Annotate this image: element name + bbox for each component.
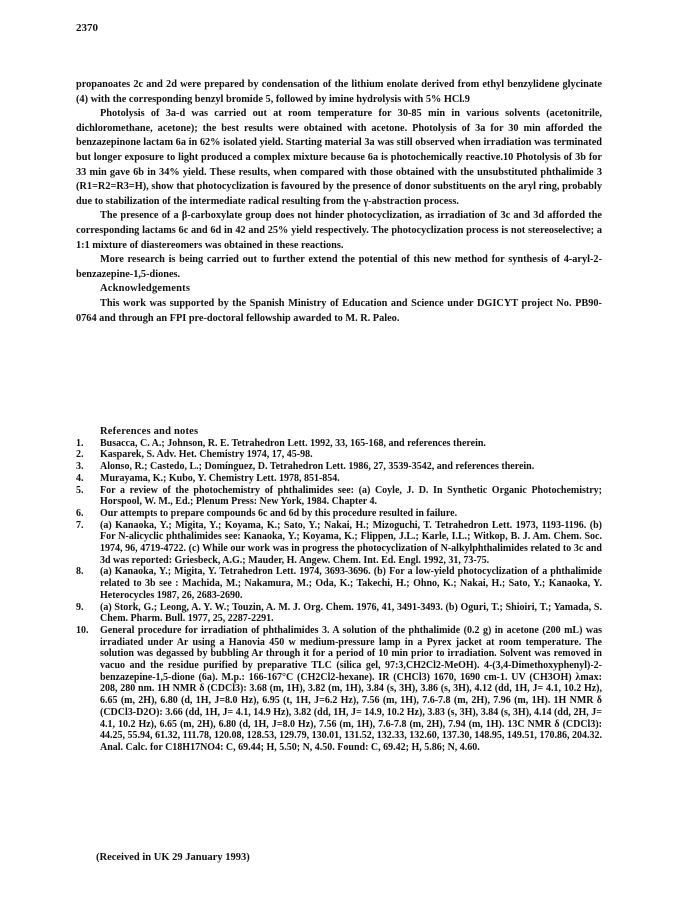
article-body: [76, 78, 602, 326]
reference-number: 7.: [76, 519, 84, 531]
acknowledgements-heading: Acknowledgements: [100, 283, 191, 295]
reference-number: 9.: [76, 601, 84, 613]
reference-number: 3.: [76, 461, 84, 473]
reference-number: 6.: [76, 507, 84, 519]
references-heading: References and notes: [100, 426, 199, 437]
reference-item: [76, 473, 602, 485]
reference-number: 8.: [76, 566, 84, 578]
reference-number: 10.: [76, 624, 89, 636]
reference-text: Alonso, R.; Castedo, L.; Domínguez, D. Tetrahedron Lett. 1986, 27, 3539-3542, and references therein.: [100, 461, 535, 473]
acknowledgements-text: This work was supported by the Spanish Ministry of Education and Science under DGICYT project No. PB90-0764 and through an FPI pre-doctoral fellowship awarded to M. R. Paleo.: [76, 297, 602, 324]
reference-number: 5.: [76, 484, 84, 496]
reference-text: Busacca, C. A.; Johnson, R. E. Tetrahedron Lett. 1992, 33, 165-168, and references therein.: [100, 437, 486, 449]
body-paragraph: The presence of a β-carboxylate group does not hinder photocyclization, as irradiation of 3c and 3d afforded the corresponding lactams 6c and 6d in 42 and 25% yield respectively. The photocyclization process is not stereoselective; a 1:1 mixture of diastereomers was obtained in these reactions.: [76, 210, 602, 251]
reference-text: General procedure for irradiation of phthalimides 3. A solution of the phthalimide (0.2 g) in acetone (200 mL) was irradiated under Ar using a Hanovia 450 w medium-pressure lamp in a Pyrex jacket at room temperature. The solution was degassed by bubbling Ar through it for a period of 10 min prior to irradiation. Solvent was removed in vacuo and the residue purified by preparative TLC (silica gel, 97:3,CH2Cl2-MeOH). 4-(3,4-Dimethoxyphenyl)-2-benzazepine-1,5-dione (6a). M.p.: 166-167°C (CH2Cl2-hexane). IR (CHCl3) 1670, 1690 cm-1. UV (CH3OH) λmax: 208, 280 nm. 1H NMR δ (CDCl3): 3.68 (m, 1H), 3.82 (m, 1H), 3.84 (s, 3H), 3.86 (s, 3H), 4.12 (dd, 1H, J= 4.1, 10.2 Hz), 6.65 (m, 2H), 6.80 (d, 1H, J=8.0 Hz), 6.95 (t, 1H, J=6.2 Hz), 7.56 (m, 1H), 7.6-7.8 (m, 2H), 7.96 (m, 1H). 1H NMR δ (CDCl3-D2O): 3.66 (dd, 1H, J= 4.1, 14.9 Hz), 3.82 (dd, 1H, J= 14.9, 10.2 Hz), 3.83 (s, 3H), 3.84 (s, 3H), 4.14 (dd, 2H, J= 4.1, 10.2 Hz), 6.65 (m, 2H), 6.80 (d, 1H, J=8.0 Hz), 7.56 (m, 1H), 7.6-7.8 (m, 2H), 7.94 (m, 1H). 13C NMR δ (CDCl3): 44.25, 55.94, 61.32, 111.78, 120.08, 128.53, 129.79, 130.01, 131.52, 132.33, 132.60, 137.30, 148.95, 149.51, 170.86, 204.32. Anal. Calc. for C18H17NO4: C, 69.44; H, 5.50; N, 4.50. Found: C, 69.42; H, 5.86; N, 4.60.: [100, 624, 602, 753]
reference-text: (a) Kanaoka, Y.; Migita, Y. Tetrahedron Lett. 1974, 3693-3696. (b) For a low-yield photocyclization of a phthalimide related to 3b see : Machida, M.; Nakamura, M.; Oda, K.; Takechi, H.; Ohno, K.; Nakai, H.; Sato, Y.; Kanaoka, Y. Heterocycles 1987, 26, 2683-2690.: [100, 566, 602, 601]
reference-text: Kasparek, S. Adv. Het. Chemistry 1974, 17, 45-98.: [100, 449, 313, 461]
reference-item: [76, 566, 602, 601]
reference-item: [76, 508, 602, 520]
body-paragraph: Photolysis of 3a-d was carried out at room temperature for 30-85 min in various solvents (acetonitrile, dichloromethane, acetone); the best results were obtained with acetone. Photolysis of 3a for 30 min afforded the benzazepinone lactam 6a in 62% isolated yield. Starting material 3a was still observed when irradiation was terminated but longer exposure to light produced a complex mixture because 6a is photochemically reactive.10 Photolysis of 3b for 33 min gave 6b in 34% yield. These results, when compared with those obtained with the unsubstituted phthalimide 3 (R1=R2=R3=H), show that photocyclization is favoured by the presence of donor substituents on the aryl ring, probably due to stabilization of the intermediate radical resulting from the γ-abstraction process.: [76, 108, 602, 207]
reference-item: [76, 449, 602, 461]
reference-number: 4.: [76, 472, 84, 484]
reference-text: (a) Stork, G.; Leong, A. Y. W.; Touzin, A. M. J. Org. Chem. 1976, 41, 3491-3493. (b) Oguri, T.; Shioiri, T.; Yamada, S. Chem. Pharm. Bull. 1977, 25, 2287-2291.: [100, 601, 602, 625]
body-paragraph: More research is being carried out to further extend the potential of this new method for synthesis of 4-aryl-2-benzazepine-1,5-diones.: [76, 254, 602, 280]
reference-item: [76, 461, 602, 473]
reference-item: [76, 438, 602, 450]
reference-text: Murayama, K.; Kubo, Y. Chemistry Lett. 1978, 851-854.: [100, 472, 340, 484]
received-date: (Received in UK 29 January 1993): [96, 852, 250, 863]
reference-number: 2.: [76, 449, 84, 461]
page-number: 2370: [76, 22, 98, 34]
reference-item: [76, 625, 602, 754]
reference-item: [76, 602, 602, 625]
references-section: [76, 426, 602, 754]
reference-item: [76, 485, 602, 508]
reference-text: Our attempts to prepare compounds 6c and 6d by this procedure resulted in failure.: [100, 507, 458, 519]
reference-text: For a review of the photochemistry of phthalimides see: (a) Coyle, J. D. In Synthetic Organic Photochemistry; Horspool, W. M., Ed.; Plenum Press: New York, 1984. Chapter 4.: [100, 484, 602, 508]
body-paragraph: propanoates 2c and 2d were prepared by condensation of the lithium enolate derived from ethyl benzylidene glycinate (4) with the corresponding benzyl bromide 5, followed by imine hydrolysis with 5% HCl.9: [76, 79, 602, 105]
reference-number: 1.: [76, 437, 84, 449]
reference-item: [76, 520, 602, 567]
reference-text: (a) Kanaoka, Y.; Migita, Y.; Koyama, K.; Sato, Y.; Nakai, H.; Mizoguchi, T. Tetrahedron Lett. 1973, 1193-1196. (b) For N-alicyclic phthalimides see: Kanaoka, Y.; Koyama, K.; Flippen, J.L.; Karle, I.L.; Witkop, B. J. Am. Chem. Soc. 1974, 96, 4719-4722. (c) While our work was in progress the photocyclization of N-alkylphthalimides related to 3c and 3d was reported: Griesbeck, A.G.; Mauder, H. Angew. Chem. Int. Ed. Engl. 1992, 31, 73-75.: [100, 519, 602, 566]
